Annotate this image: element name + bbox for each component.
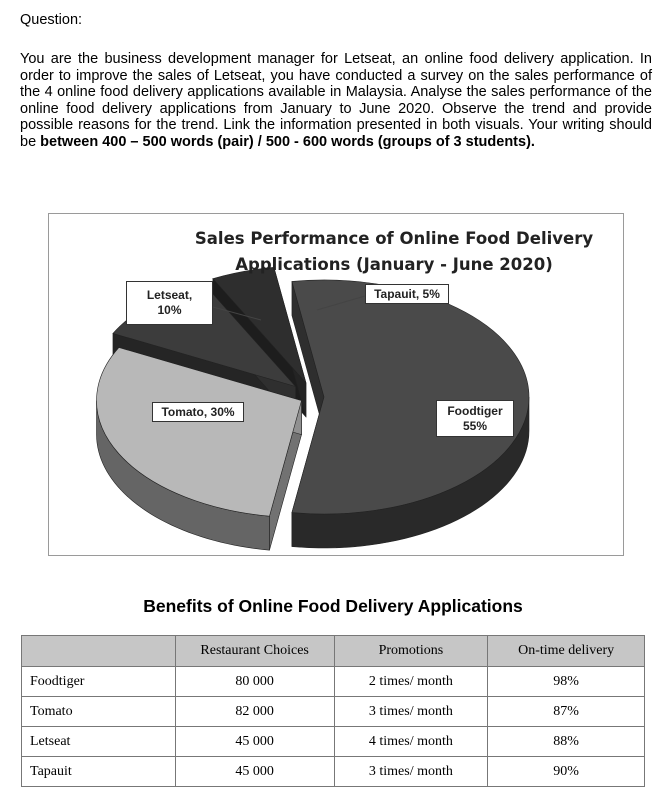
question-word-limit: between 400 – 500 words (pair) / 500 - 600 words (groups of 3 students). bbox=[40, 133, 535, 150]
row-promotions: 3 times/ month bbox=[334, 697, 488, 727]
pie-chart bbox=[48, 213, 624, 556]
chart-title-line1: Sales Performance of Online Food Delivery bbox=[194, 229, 594, 248]
callout-foodtiger bbox=[436, 400, 514, 437]
table-row bbox=[22, 667, 645, 697]
header-empty bbox=[22, 636, 176, 667]
row-promotions: 3 times/ month bbox=[334, 757, 488, 787]
row-restaurant-choices: 80 000 bbox=[175, 667, 334, 697]
table-row bbox=[22, 757, 645, 787]
callout-letseat-label: Letseat, bbox=[146, 288, 193, 302]
question-body-text: You are the business development manager for Letseat, an online food delivery application. In order to improve the sales of Letseat, you have conducted a survey on the sales performance of the 4 online food delivery applications available in Malaysia. Analyse the sales performance of the online food delivery applications from January to June 2020. Observe the trend and provide possible reasons for the trend. Link the information presented in both visuals. Your writing should be bbox=[20, 51, 652, 150]
question-label: Question: bbox=[20, 12, 83, 28]
header-promotions: Promotions bbox=[334, 636, 488, 667]
table-title: Benefits of Online Food Delivery Applications bbox=[143, 596, 523, 616]
header-restaurant-choices: Restaurant Choices bbox=[175, 636, 334, 667]
row-restaurant-choices: 45 000 bbox=[175, 727, 334, 757]
row-promotions: 2 times/ month bbox=[334, 667, 488, 697]
table-row bbox=[22, 727, 645, 757]
row-promotions: 4 times/ month bbox=[334, 727, 488, 757]
callout-foodtiger-value: 55% bbox=[462, 419, 488, 433]
table-header-row bbox=[22, 636, 645, 667]
row-restaurant-choices: 45 000 bbox=[175, 757, 334, 787]
header-on-time-delivery: On-time delivery bbox=[488, 636, 645, 667]
callout-letseat-value: 10% bbox=[157, 303, 182, 317]
table-row bbox=[22, 697, 645, 727]
row-on-time-delivery: 88% bbox=[488, 727, 645, 757]
row-app-name: Tomato bbox=[22, 697, 176, 727]
benefits-table bbox=[21, 635, 645, 787]
callout-tomato: Tomato, 30% bbox=[152, 402, 244, 422]
row-on-time-delivery: 87% bbox=[488, 697, 645, 727]
row-restaurant-choices: 82 000 bbox=[175, 697, 334, 727]
callout-tapauit: Tapauit, 5% bbox=[365, 284, 449, 304]
chart-title-line2: Applications (January - June 2020) bbox=[235, 255, 553, 274]
callout-letseat bbox=[126, 281, 213, 325]
callout-foodtiger-label: Foodtiger bbox=[447, 404, 503, 418]
row-app-name: Tapauit bbox=[22, 757, 176, 787]
row-on-time-delivery: 90% bbox=[488, 757, 645, 787]
question-body bbox=[20, 51, 652, 150]
row-app-name: Foodtiger bbox=[22, 667, 176, 697]
row-app-name: Letseat bbox=[22, 727, 176, 757]
row-on-time-delivery: 98% bbox=[488, 667, 645, 697]
